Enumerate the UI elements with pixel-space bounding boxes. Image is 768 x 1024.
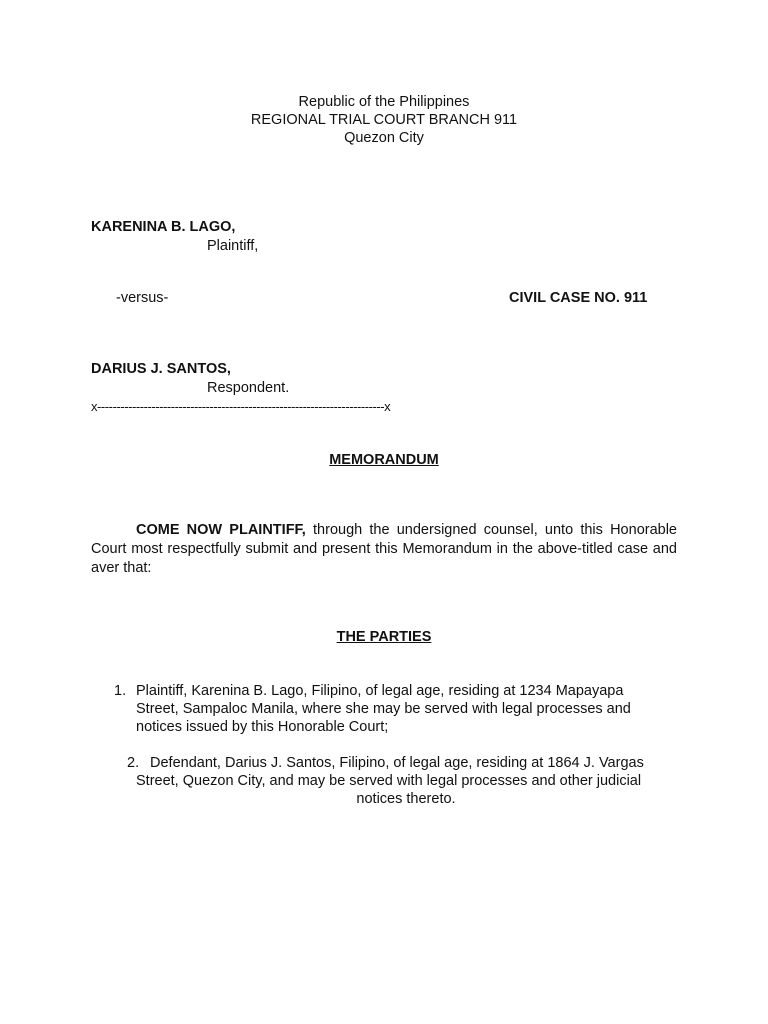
party-2-line-2: Street, Quezon City, and may be served with legal processes and other judicial <box>136 773 642 789</box>
caption-separator: x--------------------------------------------------------------------------x <box>91 399 391 414</box>
plaintiff-name: KARENINA B. LAGO, <box>91 219 236 235</box>
respondent-role: Respondent. <box>207 380 290 396</box>
intro-paragraph <box>91 521 677 578</box>
list-number: 2. <box>127 755 140 771</box>
party-1-line-2: Street, Sampaloc Manila, where she may be served with legal processes and <box>136 701 631 717</box>
intro-lead: COME NOW PLAINTIFF, <box>136 522 306 538</box>
party-1-line-1: Plaintiff, Karenina B. Lago, Filipino, of legal age, residing at 1234 Mapayapa <box>136 683 624 699</box>
list-number: 1. <box>114 683 127 699</box>
respondent-name: DARIUS J. SANTOS, <box>91 361 231 377</box>
document-title: MEMORANDUM <box>329 452 439 468</box>
versus-label: -versus- <box>116 290 169 306</box>
header-city: Quezon City <box>344 130 424 146</box>
party-2-line-1: Defendant, Darius J. Santos, Filipino, of legal age, residing at 1864 J. Vargas <box>150 755 644 771</box>
party-2-line-3: notices thereto. <box>356 791 456 807</box>
header-country: Republic of the Philippines <box>298 94 470 110</box>
plaintiff-role: Plaintiff, <box>207 238 259 254</box>
party-1-line-3: notices issued by this Honorable Court; <box>136 719 389 735</box>
intro-body: through the undersigned counsel, unto this Honorable Court most respectfully submit and present this Memorandum in the above-titled case and aver that: <box>91 522 677 576</box>
section-title-parties: THE PARTIES <box>336 629 432 645</box>
header-court: REGIONAL TRIAL COURT BRANCH 911 <box>250 112 518 128</box>
case-number: CIVIL CASE NO. 911 <box>509 290 648 306</box>
